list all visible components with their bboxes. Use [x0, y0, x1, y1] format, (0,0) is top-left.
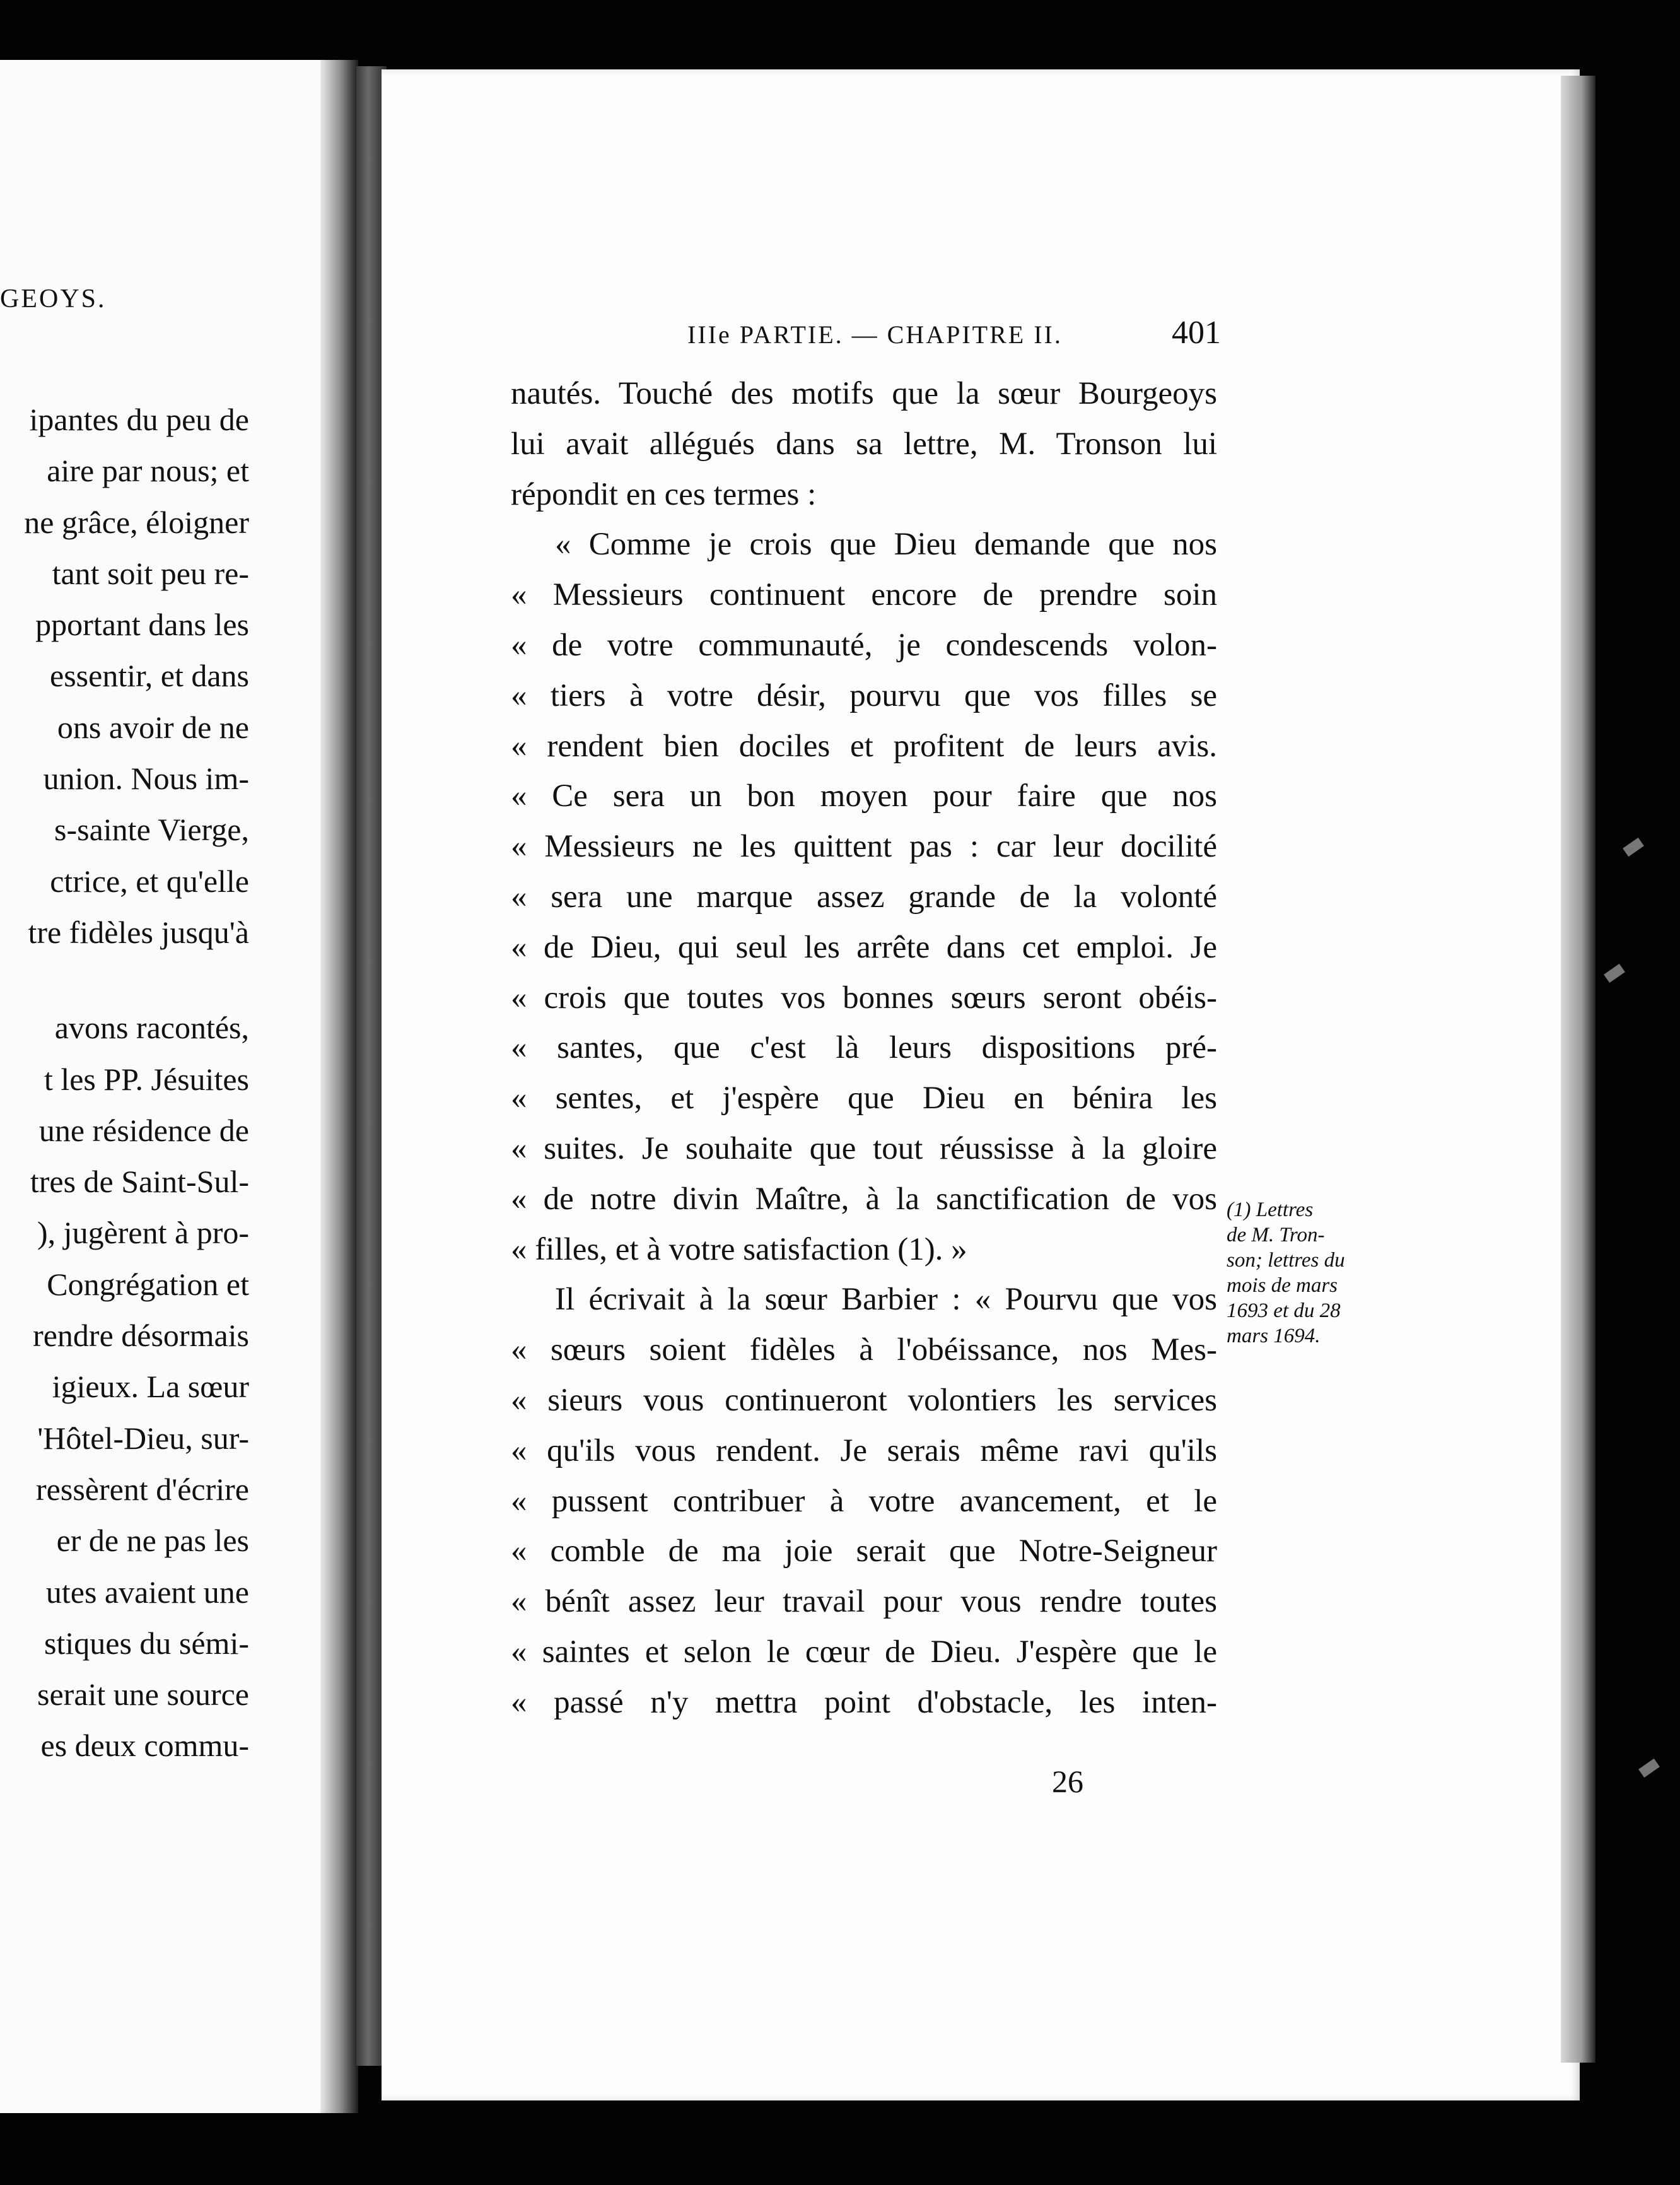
- left-line: pportant dans les: [35, 607, 249, 643]
- text-line: « Ce sera un bon moyen pour faire que nos: [511, 778, 1217, 814]
- left-text-column: [0, 394, 249, 1772]
- paragraph-gap: [0, 958, 249, 1002]
- footnote-line: mois de mars: [1227, 1274, 1338, 1297]
- text-line: « Messieurs ne les quittent pas : car leur docilité: [511, 829, 1217, 865]
- left-line: er de ne pas les: [56, 1523, 249, 1559]
- text-line: « sera une marque assez grande de la volonté: [511, 879, 1217, 915]
- text-line: nautés. Touché des motifs que la sœur Bourgeoys: [511, 376, 1217, 411]
- text-line: Il écrivait à la sœur Barbier : « Pourvu que vos: [555, 1282, 1217, 1318]
- left-line: tre fidèles jusqu'à: [28, 914, 249, 950]
- left-line: union. Nous im-: [43, 761, 249, 797]
- left-line: 'Hôtel-Dieu, sur-: [37, 1420, 249, 1456]
- text-line: « saintes et selon le cœur de Dieu. J'espère que le: [511, 1634, 1217, 1670]
- left-page-gutter-shadow: [320, 60, 358, 2113]
- left-line: avons racontés,: [54, 1010, 249, 1046]
- text-line: « crois que toutes vos bonnes sœurs seront obéis-: [511, 980, 1217, 1016]
- text-line: « pussent contribuer à votre avancement, et le: [511, 1483, 1217, 1519]
- left-running-head: GEOYS.: [0, 284, 107, 313]
- text-line: « de Dieu, qui seul les arrête dans cet emploi. Je: [511, 929, 1217, 965]
- left-line: ipantes du peu de: [29, 402, 249, 437]
- left-line: ressèrent d'écrire: [36, 1471, 249, 1507]
- text-line: répondit en ces termes :: [511, 476, 817, 512]
- left-line: Congrégation et: [47, 1266, 249, 1302]
- margin-footnote: [1227, 1197, 1384, 1349]
- page-number: 401: [1172, 315, 1221, 351]
- footnote-line: son; lettres du: [1227, 1249, 1345, 1272]
- text-line: « sentes, et j'espère que Dieu en bénira les: [511, 1081, 1217, 1116]
- left-line: ), jugèrent à pro-: [37, 1215, 249, 1251]
- left-line: aire par nous; et: [47, 453, 249, 489]
- left-line: serait une source: [37, 1677, 249, 1713]
- text-line: « de votre communauté, je condescends volon-: [511, 627, 1217, 663]
- text-line: « tiers à votre désir, pourvu que vos filles se: [511, 677, 1217, 713]
- text-line: « comble de ma joie serait que Notre-Seigneur: [511, 1533, 1217, 1569]
- text-line: « filles, et à votre satisfaction (1). »: [511, 1231, 967, 1267]
- left-line: essentir, et dans: [50, 658, 249, 694]
- text-line: « santes, que c'est là leurs dispositions pré-: [511, 1030, 1217, 1066]
- left-page: [0, 60, 344, 2113]
- footnote-line: de M. Tron-: [1227, 1224, 1325, 1246]
- left-line: s-sainte Vierge,: [54, 812, 249, 848]
- running-head: IIIe PARTIE. — CHAPITRE II.: [687, 320, 1063, 349]
- left-line: une résidence de: [38, 1112, 249, 1148]
- text-line: « bénît assez leur travail pour vous rendre toutes: [511, 1584, 1217, 1620]
- body-text: [511, 369, 1217, 1728]
- text-line: « Comme je crois que Dieu demande que nos: [555, 527, 1217, 563]
- text-line: « rendent bien dociles et profitent de leurs avis.: [511, 728, 1217, 764]
- footnote-line: (1) Lettres: [1227, 1198, 1314, 1221]
- left-line: ons avoir de ne: [57, 709, 249, 745]
- text-line: « sœurs soient fidèles à l'obéissance, nos Mes-: [511, 1332, 1217, 1368]
- left-line: ctrice, et qu'elle: [50, 863, 249, 899]
- footnote-line: 1693 et du 28: [1227, 1299, 1341, 1322]
- text-line: « Messieurs continuent encore de prendre soin: [511, 577, 1217, 613]
- text-line: « qu'ils vous rendent. Je serais même ravi qu'ils: [511, 1432, 1217, 1468]
- text-line: « suites. Je souhaite que tout réussisse à la gloire: [511, 1130, 1217, 1166]
- printer-signature: 26: [1052, 1764, 1083, 1799]
- text-line: « passé n'y mettra point d'obstacle, les inten-: [511, 1684, 1217, 1720]
- text-line: lui avait allégués dans sa lettre, M. Tronson lui: [511, 426, 1217, 462]
- left-line: ne grâce, éloigner: [24, 504, 249, 540]
- left-line: tant soit peu re-: [52, 555, 249, 591]
- text-line: « de notre divin Maître, à la sanctification de vos: [511, 1181, 1217, 1217]
- left-line: es deux commu-: [40, 1728, 249, 1764]
- footnote-line: mars 1694.: [1227, 1325, 1321, 1347]
- left-line: stiques du sémi-: [44, 1625, 249, 1661]
- left-line: tres de Saint-Sul-: [30, 1164, 249, 1200]
- right-page-edge: [1561, 76, 1595, 2063]
- text-line: « sieurs vous continueront volontiers les services: [511, 1382, 1217, 1418]
- left-line: t les PP. Jésuites: [44, 1061, 249, 1097]
- left-line: igieux. La sœur: [52, 1369, 249, 1405]
- left-line: rendre désormais: [33, 1318, 249, 1354]
- left-line: utes avaient une: [45, 1574, 249, 1610]
